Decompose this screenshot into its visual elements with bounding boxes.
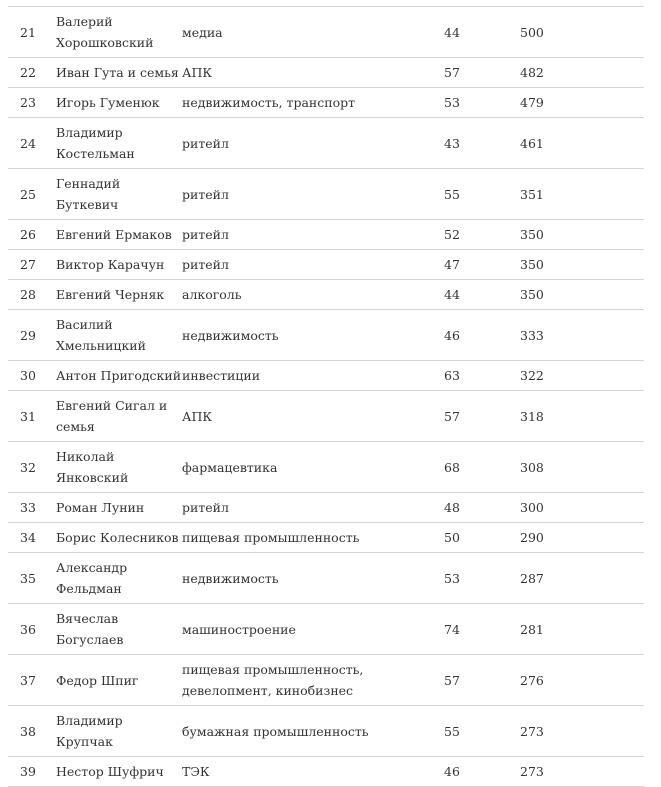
industry-cell: фармацевтика bbox=[182, 459, 278, 475]
net-worth-cell: 300 bbox=[520, 500, 544, 515]
rank-cell: 33 bbox=[20, 500, 36, 515]
industry-cell: АПК bbox=[182, 408, 213, 424]
table-row bbox=[8, 310, 644, 361]
net-worth-cell: 479 bbox=[520, 95, 544, 110]
name-cell: Владимир Крупчак bbox=[56, 713, 123, 749]
industry-cell: ритейл bbox=[182, 227, 229, 242]
industry-cell: алкоголь bbox=[182, 287, 242, 302]
age-cell: 44 bbox=[444, 24, 460, 40]
industry-cell: ритейл bbox=[182, 257, 229, 272]
name-cell: Александр Фельдман bbox=[56, 560, 128, 596]
table-row bbox=[8, 391, 644, 442]
table-row bbox=[8, 280, 644, 310]
rank-cell: 27 bbox=[20, 257, 36, 272]
net-worth-cell: 350 bbox=[520, 227, 544, 242]
name-cell: Федор Шпиг bbox=[56, 672, 139, 688]
table-row bbox=[8, 58, 644, 88]
name-cell: Виктор Карачун bbox=[56, 257, 165, 272]
name-cell: Евгений Черняк bbox=[56, 287, 165, 302]
name-cell: Валерий Хорошковский bbox=[56, 14, 154, 50]
industry-cell: машиностроение bbox=[182, 621, 296, 637]
table-row bbox=[8, 655, 644, 706]
net-worth-cell: 350 bbox=[520, 287, 544, 302]
name-cell: Иван Гута и семья bbox=[56, 65, 179, 80]
industry-cell: ритейл bbox=[182, 186, 229, 202]
age-cell: 46 bbox=[444, 764, 460, 779]
name-cell: Борис Колесников bbox=[56, 530, 179, 545]
rank-cell: 35 bbox=[20, 570, 36, 586]
age-cell: 44 bbox=[444, 287, 460, 302]
net-worth-cell: 350 bbox=[520, 257, 544, 272]
rank-cell: 31 bbox=[20, 408, 36, 424]
rank-cell: 26 bbox=[20, 227, 36, 242]
table-row bbox=[8, 493, 644, 523]
age-cell: 57 bbox=[444, 672, 460, 688]
industry-cell: ритейл bbox=[182, 500, 229, 515]
industry-cell: пищевая промышленность bbox=[182, 530, 360, 545]
rank-cell: 38 bbox=[20, 723, 36, 739]
table-row bbox=[8, 220, 644, 250]
name-cell: Владимир Костельман bbox=[56, 125, 135, 161]
age-cell: 55 bbox=[444, 723, 460, 739]
age-cell: 63 bbox=[444, 368, 460, 383]
rank-cell: 28 bbox=[20, 287, 36, 302]
industry-cell: ритейл bbox=[182, 135, 229, 151]
rank-cell: 36 bbox=[20, 621, 36, 637]
age-cell: 43 bbox=[444, 135, 460, 151]
net-worth-cell: 322 bbox=[520, 368, 544, 383]
industry-cell: недвижимость bbox=[182, 327, 279, 343]
age-cell: 57 bbox=[444, 408, 460, 424]
age-cell: 46 bbox=[444, 327, 460, 343]
name-cell: Геннадий Буткевич bbox=[56, 176, 121, 212]
name-cell: Василий Хмельницкий bbox=[56, 317, 146, 353]
net-worth-cell: 318 bbox=[520, 408, 544, 424]
table-row bbox=[8, 553, 644, 604]
net-worth-cell: 273 bbox=[520, 723, 544, 739]
rank-cell: 32 bbox=[20, 459, 36, 475]
table-row bbox=[8, 442, 644, 493]
rank-cell: 23 bbox=[20, 95, 36, 110]
rank-cell: 21 bbox=[20, 24, 36, 40]
industry-cell: медиа bbox=[182, 24, 223, 40]
name-cell: Роман Лунин bbox=[56, 500, 145, 515]
table-row bbox=[8, 757, 644, 787]
name-cell: Евгений Сигал и семья bbox=[56, 398, 168, 434]
industry-cell: инвестиции bbox=[182, 368, 261, 383]
net-worth-cell: 290 bbox=[520, 530, 544, 545]
age-cell: 68 bbox=[444, 459, 460, 475]
rank-cell: 25 bbox=[20, 186, 36, 202]
industry-cell: недвижимость, транспорт bbox=[182, 95, 356, 110]
name-cell: Нестор Шуфрич bbox=[56, 764, 164, 779]
table-row bbox=[8, 706, 644, 757]
ranking-table bbox=[8, 6, 644, 787]
table-row bbox=[8, 7, 644, 58]
age-cell: 74 bbox=[444, 621, 460, 637]
table-row bbox=[8, 169, 644, 220]
name-cell: Игорь Гуменюк bbox=[56, 95, 160, 110]
rank-cell: 30 bbox=[20, 368, 36, 383]
age-cell: 53 bbox=[444, 95, 460, 110]
rank-cell: 22 bbox=[20, 65, 36, 80]
net-worth-cell: 461 bbox=[520, 135, 544, 151]
name-cell: Николай Янковский bbox=[56, 449, 129, 485]
net-worth-cell: 500 bbox=[520, 24, 544, 40]
age-cell: 57 bbox=[444, 65, 460, 80]
table-row bbox=[8, 361, 644, 391]
net-worth-cell: 273 bbox=[520, 764, 544, 779]
net-worth-cell: 482 bbox=[520, 65, 544, 80]
age-cell: 48 bbox=[444, 500, 460, 515]
table-row bbox=[8, 523, 644, 553]
industry-cell: бумажная промышленность bbox=[182, 723, 369, 739]
rank-cell: 34 bbox=[20, 530, 36, 545]
net-worth-cell: 287 bbox=[520, 570, 544, 586]
net-worth-cell: 276 bbox=[520, 672, 544, 688]
rank-cell: 39 bbox=[20, 764, 36, 779]
name-cell: Евгений Ермаков bbox=[56, 227, 172, 242]
industry-cell: недвижимость bbox=[182, 570, 279, 586]
age-cell: 55 bbox=[444, 186, 460, 202]
ranking-rows bbox=[8, 7, 644, 787]
age-cell: 50 bbox=[444, 530, 460, 545]
rank-cell: 24 bbox=[20, 135, 36, 151]
name-cell: Антон Пригодский bbox=[56, 368, 182, 383]
table-row bbox=[8, 250, 644, 280]
rank-cell: 37 bbox=[20, 672, 36, 688]
table-row bbox=[8, 604, 644, 655]
name-cell: Вячеслав Богуслаев bbox=[56, 611, 124, 647]
table-row bbox=[8, 118, 644, 169]
age-cell: 53 bbox=[444, 570, 460, 586]
age-cell: 47 bbox=[444, 257, 460, 272]
net-worth-cell: 333 bbox=[520, 327, 544, 343]
rank-cell: 29 bbox=[20, 327, 36, 343]
net-worth-cell: 351 bbox=[520, 186, 544, 202]
table-row bbox=[8, 88, 644, 118]
age-cell: 52 bbox=[444, 227, 460, 242]
industry-cell: ТЭК bbox=[182, 764, 210, 779]
industry-cell: АПК bbox=[182, 65, 213, 80]
industry-cell: пищевая промышленность, девелопмент, кинобизнес bbox=[182, 662, 364, 698]
net-worth-cell: 308 bbox=[520, 459, 544, 475]
net-worth-cell: 281 bbox=[520, 621, 544, 637]
